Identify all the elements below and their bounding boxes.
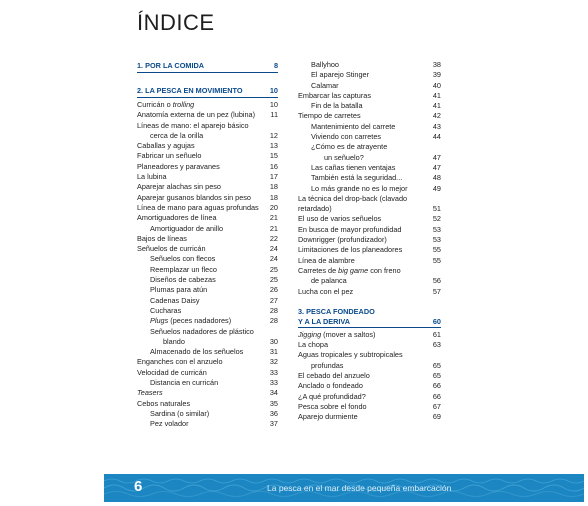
- toc-entry-page: 28: [269, 316, 278, 326]
- toc-entry: [137, 224, 278, 234]
- toc-entry-text: 3. PESCA FONDEADO: [298, 306, 375, 316]
- toc-entry-page: 37: [269, 419, 278, 429]
- toc-entry-text: Cucharas: [150, 305, 182, 315]
- toc-entry-page: 10: [269, 86, 278, 95]
- toc-entry-text: blando: [163, 336, 185, 346]
- toc-entry-page: 31: [269, 347, 278, 357]
- toc-entry-label: [137, 213, 217, 223]
- toc-entry-label: [150, 285, 207, 295]
- toc-entry-text: Líneas de mano: el aparejo básico: [137, 120, 249, 130]
- toc-entry: [298, 173, 441, 183]
- toc-entry-page: 51: [432, 204, 441, 214]
- toc-entry-text: Curricán o: [137, 100, 173, 109]
- toc-entry-label: [163, 337, 185, 347]
- toc-entry-page: 65: [432, 371, 441, 381]
- toc-entry-text: 2. LA PESCA EN MOVIMIENTO: [137, 86, 243, 95]
- toc-entry-text: La lubina: [137, 172, 167, 182]
- toc-entry-page: 63: [432, 340, 441, 350]
- toc-entry-label: [150, 131, 203, 141]
- toc-entry: [137, 203, 278, 213]
- toc-entry-page: 24: [269, 254, 278, 264]
- toc-entry-text: un señuelo?: [324, 152, 364, 162]
- toc-entry: [137, 409, 278, 419]
- toc-entry: [298, 235, 441, 245]
- toc-entry-page: 41: [432, 90, 441, 100]
- toc-entry: [298, 402, 441, 412]
- toc-entry-label: [137, 60, 204, 71]
- toc-entry-text-after: con freno: [368, 265, 401, 275]
- toc-entry-label: [137, 85, 243, 96]
- toc-entry-label: [298, 204, 332, 214]
- toc-entry-text: Fin de la batalla: [311, 101, 363, 111]
- toc-entry-page: 12: [269, 130, 278, 140]
- toc-entry-label: [298, 371, 370, 381]
- toc-entry-label: [298, 225, 401, 235]
- toc-entry-label: [324, 153, 364, 163]
- toc-entry: [298, 101, 441, 111]
- toc-entry: [298, 60, 441, 70]
- toc-entry-text: Tiempo de carretes: [298, 111, 361, 121]
- toc-entry-text: Amortiguadores de línea: [137, 213, 217, 223]
- toc-entry: [298, 153, 441, 163]
- toc-entry-text: El aparejo Stinger: [311, 70, 370, 80]
- toc-entry: [137, 60, 278, 73]
- toc-entry: [298, 245, 441, 255]
- toc-entry: [137, 347, 278, 357]
- toc-entry: [298, 256, 441, 266]
- toc-entry-label: [137, 151, 202, 161]
- toc-entry-text: Diseños de cabezas: [150, 275, 216, 285]
- toc-entry-label: [311, 276, 347, 286]
- toc-entry-label: [150, 224, 223, 234]
- toc-entry-page: 11: [270, 110, 278, 120]
- toc-entry-page: 21: [269, 223, 278, 233]
- toc-entry: [298, 70, 441, 80]
- toc-entry-label: [298, 412, 358, 422]
- toc-entry-text: El uso de varios señuelos: [298, 214, 382, 224]
- toc-entry: [298, 225, 441, 235]
- toc-entry-page: 36: [269, 408, 278, 418]
- toc-entry-label: [311, 173, 402, 183]
- toc-entry-page: 10: [269, 100, 278, 109]
- toc-entry-label: [311, 60, 339, 70]
- toc-entry-page: 42: [432, 111, 441, 121]
- toc-entry: [298, 111, 441, 121]
- toc-entry: [298, 81, 441, 91]
- toc-entry: [137, 85, 278, 98]
- toc-entry-page: 33: [269, 367, 278, 377]
- toc-entry: [137, 306, 278, 316]
- toc-entry-text: Aparejar alachas sin peso: [137, 182, 221, 192]
- toc-entry-text: Cebos naturales: [137, 398, 191, 408]
- toc-entry-text: Downrigger (profundizador): [298, 235, 387, 245]
- toc-entry: [137, 213, 278, 223]
- toc-entry: [137, 296, 278, 306]
- toc-column-right: [298, 60, 441, 423]
- toc-entry: [298, 316, 441, 328]
- toc-entry-label: [298, 256, 355, 266]
- toc-entry-text: Señuelos con flecos: [150, 254, 216, 264]
- toc-entry-text-after: (peces nadadores): [168, 316, 232, 326]
- toc-entry: [298, 204, 441, 214]
- toc-entry-text: Señuelos nadadores de plástico: [150, 326, 254, 336]
- toc-entry-text: Viviendo con carretes: [311, 132, 382, 142]
- toc-entry-label: [298, 350, 403, 360]
- toc-entry-page: 18: [269, 192, 278, 202]
- toc-entry-page: 61: [432, 329, 441, 339]
- toc-entry-page: 56: [432, 276, 441, 286]
- toc-entry-text: Y A LA DERIVA: [298, 316, 351, 326]
- toc-entry-text: Aparejar gusanos blandos sin peso: [137, 192, 251, 202]
- toc-entry-page: 33: [269, 378, 278, 388]
- toc-entry-page: 43: [432, 121, 441, 131]
- toc-entry-label: [137, 193, 251, 203]
- toc-entry-label: [150, 275, 216, 285]
- toc-entry-text: retardado): [298, 204, 332, 214]
- toc-entry-label: [137, 399, 190, 409]
- toc-entry-page: 49: [432, 183, 441, 193]
- toc-entry-text: Pesca sobre el fondo: [298, 401, 367, 411]
- toc-entry: [137, 182, 278, 192]
- toc-entry-page: 8: [273, 61, 278, 70]
- toc-entry-label: [298, 402, 367, 412]
- toc-entry: [137, 399, 278, 409]
- toc-entry: [298, 132, 441, 142]
- toc-entry-text: Las cañas tienen ventajas: [311, 162, 396, 172]
- toc-entry-page: 41: [432, 101, 441, 111]
- toc-entry-page: 22: [269, 233, 278, 243]
- toc-entry-text: Lo más grande no es lo mejor: [311, 183, 408, 193]
- toc-entry: [137, 419, 278, 429]
- toc-entry: [137, 131, 278, 141]
- toc-entry-text: Aguas tropicales y subtropicales: [298, 350, 403, 360]
- toc-entry: [298, 214, 441, 224]
- toc-entry-italic-text: Jigging: [298, 329, 322, 339]
- toc-entry-label: [137, 388, 163, 398]
- toc-entry-label: [298, 340, 328, 350]
- toc-entry-label: [311, 81, 339, 91]
- toc-entry-label: [311, 132, 381, 142]
- toc-entry-label: [311, 163, 395, 173]
- toc-entry-page: 15: [269, 151, 278, 161]
- page-title: ÍNDICE: [137, 10, 215, 35]
- toc-entry-label: [298, 91, 371, 101]
- toc-entry-italic-text: trolling: [172, 100, 195, 109]
- toc-entry-text: profundas: [311, 360, 344, 370]
- toc-entry-label: [137, 244, 206, 254]
- toc-entry: [298, 340, 441, 350]
- toc-entry-text: Enganches con el anzuelo: [137, 357, 223, 367]
- toc-entry-page: 28: [269, 305, 278, 315]
- toc-entry-text: Planeadores y paravanes: [137, 161, 220, 171]
- toc-entry: [298, 330, 441, 340]
- toc-entry-text: Línea de alambre: [298, 255, 355, 265]
- toc-entry-label: [137, 182, 221, 192]
- toc-entry: [137, 193, 278, 203]
- toc-entry-text: Sardina (o similar): [150, 408, 210, 418]
- toc-entry-label: [137, 162, 220, 172]
- toc-entry-label: [137, 368, 207, 378]
- toc-entry: [137, 275, 278, 285]
- toc-entry: [137, 234, 278, 244]
- toc-entry-text: La chopa: [298, 340, 329, 350]
- toc-entry-label: [150, 378, 218, 388]
- toc-entry: [137, 378, 278, 388]
- toc-entry-label: [150, 347, 243, 357]
- toc-entry: [298, 122, 441, 132]
- toc-entry-text: Mantenimiento del carrete: [311, 121, 396, 131]
- toc-entry-text: Anclado o fondeado: [298, 381, 363, 391]
- toc-entry: [298, 142, 441, 152]
- toc-entry-page: 25: [269, 275, 278, 285]
- toc-entry-label: [298, 111, 361, 121]
- toc-entry-label: [150, 265, 217, 275]
- toc-entry-label: [298, 316, 350, 327]
- toc-entry: [137, 162, 278, 172]
- toc-entry-page: 24: [269, 244, 278, 254]
- toc-entry-label: [150, 409, 209, 419]
- toc-entry-text: Calamar: [311, 80, 339, 90]
- toc-entry-label: [150, 306, 181, 316]
- toc-entry: [298, 371, 441, 381]
- toc-entry-text: La técnica del drop-back (clavado: [298, 193, 408, 203]
- toc-entry-page: 17: [269, 172, 278, 182]
- toc-entry: [298, 266, 441, 276]
- toc-entry-label: [298, 381, 363, 391]
- toc-entry-italic-text: big game: [338, 265, 369, 275]
- toc-entry: [137, 141, 278, 151]
- toc-entry: [137, 244, 278, 254]
- toc-entry-page: 40: [432, 80, 441, 90]
- toc-entry-text: Plumas para atún: [150, 285, 208, 295]
- toc-entry-page: 26: [269, 285, 278, 295]
- toc-entry: [137, 327, 278, 337]
- toc-entry-text: También está la seguridad...: [311, 173, 403, 183]
- toc-entry-page: 27: [269, 295, 278, 305]
- toc-entry-text: El cebado del anzuelo: [298, 371, 370, 381]
- toc-entry: [298, 350, 441, 360]
- toc-entry-page: 13: [269, 141, 278, 151]
- toc-entry-page: 39: [432, 70, 441, 80]
- toc-entry-label: [311, 122, 395, 132]
- toc-entry: [137, 316, 278, 326]
- toc-entry-page: 47: [432, 152, 441, 162]
- toc-entry: [298, 91, 441, 101]
- toc-entry-label: [137, 172, 167, 182]
- toc-entry-text-after: (mover a saltos): [321, 329, 376, 339]
- toc-entry: [298, 184, 441, 194]
- toc-entry-label: [137, 100, 194, 110]
- toc-entry-page: 69: [432, 412, 441, 422]
- toc-entry-label: [137, 234, 187, 244]
- book-title: La pesca en el mar desde pequeña embarcación: [267, 483, 452, 493]
- toc-entry-italic-text: Plugs: [150, 316, 169, 326]
- toc-entry-page: 20: [269, 202, 278, 212]
- toc-entry-text: Caballas y agujas: [137, 141, 195, 151]
- toc-entry-label: [298, 245, 402, 255]
- toc-entry-page: 57: [432, 286, 441, 296]
- toc-entry-text: Limitaciones de los planeadores: [298, 245, 403, 255]
- toc-entry-text: Amortiguador de anillo: [150, 223, 224, 233]
- toc-entry-page: 55: [432, 255, 441, 265]
- toc-entry: [137, 357, 278, 367]
- toc-entry: [298, 361, 441, 371]
- toc-entry-page: 16: [269, 161, 278, 171]
- toc-entry-text: En busca de mayor profundidad: [298, 224, 402, 234]
- toc-entry: [298, 194, 441, 204]
- toc-entry-text: Almacenado de los señuelos: [150, 347, 244, 357]
- toc-entry-page: 66: [432, 381, 441, 391]
- toc-entry: [298, 392, 441, 402]
- toc-entry-page: 30: [269, 336, 278, 346]
- toc-entry-label: [137, 121, 249, 131]
- toc-entry-label: [150, 316, 231, 326]
- toc-entry: [137, 110, 278, 120]
- toc-entry-page: 66: [432, 391, 441, 401]
- toc-entry-label: [298, 392, 366, 402]
- toc-entry: [137, 265, 278, 275]
- footer-band: [104, 474, 584, 502]
- toc-entry-text: Reemplazar un fleco: [150, 264, 217, 274]
- toc-entry-text: Línea de mano para aguas profundas: [137, 202, 259, 212]
- toc-entry-text: Aparejo durmiente: [298, 412, 358, 422]
- toc-entry-page: 55: [432, 245, 441, 255]
- toc-entry-page: 21: [269, 213, 278, 223]
- toc-entry-label: [311, 142, 387, 152]
- toc-entry-text: Embarcar las capturas: [298, 90, 371, 100]
- toc-entry-text: Lucha con el pez: [298, 286, 354, 296]
- toc-entry: [298, 276, 441, 286]
- toc-entry-page: 48: [432, 173, 441, 183]
- toc-entry-text: Señuelos de curricán: [137, 244, 206, 254]
- toc-entry: [298, 306, 441, 316]
- toc-entry-text: Fabricar un señuelo: [137, 151, 202, 161]
- toc-entry-page: 34: [269, 388, 278, 398]
- toc-entry: [137, 388, 278, 398]
- toc-entry-page: 53: [432, 224, 441, 234]
- toc-entry-text: 1. POR LA COMIDA: [137, 61, 205, 70]
- toc-entry-text: Ballyhoo: [311, 60, 339, 69]
- toc-entry-page: 47: [432, 162, 441, 172]
- toc-entry-page: 52: [432, 214, 441, 224]
- toc-entry-label: [150, 419, 189, 429]
- toc-entry: [298, 287, 441, 297]
- toc-entry-page: 18: [269, 182, 278, 192]
- toc-entry-label: [311, 361, 343, 371]
- toc-entry-label: [150, 254, 215, 264]
- toc-entry-label: [137, 203, 259, 213]
- toc-entry-text: ¿A qué profundidad?: [298, 391, 366, 401]
- toc-entry-page: 25: [269, 264, 278, 274]
- toc-entry-text: Cadenas Daisy: [150, 295, 200, 305]
- toc-entry-label: [298, 330, 375, 340]
- toc-entry: [137, 121, 278, 131]
- toc-entry-page: 67: [432, 401, 441, 411]
- toc-entry-label: [298, 266, 401, 276]
- toc-entry-label: [150, 327, 254, 337]
- toc-entry-page: 53: [432, 235, 441, 245]
- toc-entry-page: 60: [432, 316, 441, 326]
- toc-entry-label: [298, 287, 353, 297]
- toc-entry-text: de palanca: [311, 276, 347, 286]
- toc-entry-text: cerca de la orilla: [150, 130, 204, 140]
- toc-entry-page: 35: [269, 398, 278, 408]
- toc-entry-label: [298, 194, 407, 204]
- toc-entry-text: ¿Cómo es de atrayente: [311, 142, 388, 152]
- toc-entry-text: Anatomía externa de un pez (lubina): [137, 110, 256, 120]
- toc-entry-text: Carretes de: [298, 265, 339, 275]
- toc-entry-text: Bajos de líneas: [137, 233, 187, 243]
- toc-entry-label: [298, 235, 387, 245]
- toc-entry: [298, 163, 441, 173]
- toc-entry: [137, 151, 278, 161]
- toc-entry-label: [150, 296, 199, 306]
- toc-entry-label: [137, 141, 195, 151]
- toc-entry-text: Pez volador: [150, 419, 189, 429]
- toc-entry-italic-text: Teasers: [137, 388, 163, 398]
- toc-entry: [137, 172, 278, 182]
- toc-entry: [137, 368, 278, 378]
- toc-entry-text: Distancia en curricán: [150, 378, 219, 388]
- toc-entry-label: [311, 70, 369, 80]
- toc-entry-label: [311, 101, 363, 111]
- toc-entry-label: [298, 214, 381, 224]
- page-number: 6: [134, 478, 143, 495]
- toc-entry: [137, 285, 278, 295]
- toc-entry-label: [137, 357, 223, 367]
- toc-entry-page: 32: [269, 357, 278, 367]
- toc-entry: [298, 381, 441, 391]
- toc-entry: [137, 337, 278, 347]
- toc-entry-page: 65: [432, 360, 441, 370]
- toc-entry-page: 44: [432, 132, 441, 142]
- toc-entry: [137, 100, 278, 110]
- toc-entry: [137, 254, 278, 264]
- toc-entry-text: Velocidad de curricán: [137, 367, 207, 377]
- toc-entry-page: 38: [432, 60, 441, 69]
- toc-entry: [298, 412, 441, 422]
- toc-column-left: [137, 60, 278, 430]
- toc-entry-label: [137, 110, 255, 120]
- toc-entry-label: [311, 184, 408, 194]
